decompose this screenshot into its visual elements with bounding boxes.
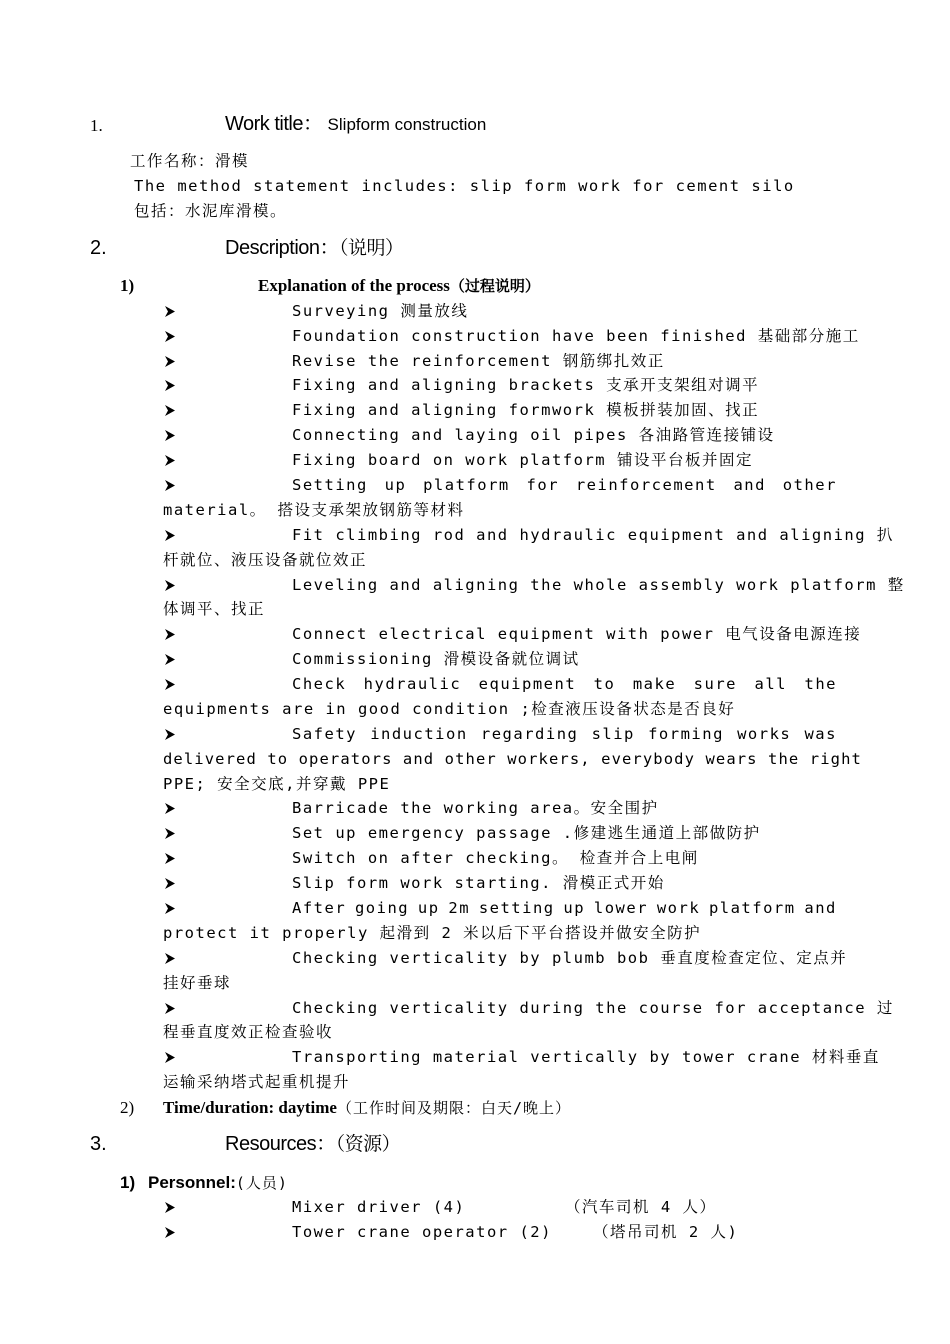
subsection-2-1-number: 1) (120, 276, 135, 295)
section-1-heading (225, 112, 486, 137)
bullet-arrow-icon (163, 473, 177, 498)
bullet-arrow-icon (163, 946, 177, 971)
process-step: Foundation construction have been finished 基础部分施工 (292, 327, 860, 345)
time-duration-title-cn: （工作时间及期限：白天/晚上） (336, 1099, 571, 1117)
personnel-title-cn: (人员) (235, 1174, 288, 1192)
word: regarding (480, 725, 579, 743)
process-step: Revise the reinforcement 钢筋绑扎效正 (292, 352, 665, 370)
word: platform (708, 899, 796, 917)
process-step: Commissioning 滑模设备就位调试 (292, 650, 580, 668)
work-title-cn: 工作名称：滑模 (130, 152, 250, 170)
process-step-continuation: 体调平、找正 (163, 600, 266, 618)
description-label-cn: （说明） (339, 237, 404, 259)
process-step-continuation: 挂好垂球 (163, 974, 232, 992)
process-step: Connect electrical equipment with power 电气设备电源连接 (292, 625, 862, 643)
process-step: Fixing and aligning formwork 模板拼装加固、找正 (292, 401, 760, 419)
word: and (804, 899, 837, 917)
word: up (384, 476, 407, 494)
process-step: Checking verticality during the course for acceptance 过 (292, 999, 894, 1017)
bullet-arrow-icon (163, 324, 177, 349)
subsection-2-2-title (163, 1095, 571, 1121)
word: to (593, 675, 616, 693)
personnel-item-cn: （汽车司机 4 人） (565, 1198, 717, 1216)
bullet-arrow-icon (163, 796, 177, 821)
process-step-continuation: 杆就位、液压设备就位效正 (163, 551, 368, 569)
bullet-arrow-icon (163, 871, 177, 896)
bullet-arrow-icon (163, 448, 177, 473)
word: for (526, 476, 560, 494)
process-step: Set up emergency passage .修建逃生通道上部做防护 (292, 824, 761, 842)
process-explanation-title: Explanation of the process (258, 276, 450, 295)
bullet-arrow-icon (163, 1220, 177, 1245)
resources-label-cn: （资源） (335, 1133, 401, 1155)
subsection-3-1-title (148, 1170, 288, 1196)
personnel-item-en: Tower crane operator (2) (292, 1223, 552, 1241)
word: work (656, 899, 701, 917)
method-statement-line: The method statement includes: slip form work for cement silo (134, 177, 795, 195)
personnel-item-cn: （塔吊司机 2 人) (593, 1223, 739, 1241)
bullet-arrow-icon (163, 647, 177, 672)
section-2-heading (225, 236, 404, 261)
process-step-setting-platform (292, 473, 837, 498)
section-3-number: 3. (90, 1133, 107, 1155)
word: and (733, 476, 766, 494)
bullet-arrow-icon (163, 622, 177, 647)
bullet-arrow-icon (163, 423, 177, 448)
bullet-arrow-icon (163, 299, 177, 324)
word: was (804, 725, 837, 743)
word: Check (292, 675, 347, 693)
bullet-arrow-icon (163, 398, 177, 423)
bullet-arrow-icon (163, 821, 177, 846)
process-explanation-title-cn: （过程说明） (449, 277, 540, 295)
bullet-arrow-icon (163, 573, 177, 598)
process-step: Surveying 测量放线 (292, 302, 469, 320)
subsection-2-2-number: 2) (120, 1098, 135, 1117)
process-step-continuation: protect it properly 起滑到 2 米以后下平台搭设并做安全防护 (163, 924, 702, 942)
bullet-arrow-icon (163, 996, 177, 1021)
bullet-arrow-icon (163, 349, 177, 374)
word: lower (593, 899, 649, 917)
process-step: Checking verticality by plumb bob 垂直度检查定位、定点并 (292, 949, 848, 967)
method-includes-cn: 包括：水泥库滑模。 (134, 202, 288, 220)
word: Setting (292, 476, 368, 494)
word: sure (693, 675, 737, 693)
bullet-arrow-icon (163, 523, 177, 548)
bullet-arrow-icon (163, 896, 177, 921)
work-title-value: Slipform construction (327, 115, 487, 134)
bullet-arrow-icon (163, 1045, 177, 1070)
process-step: Fixing board on work platform 铺设平台板并固定 (292, 451, 753, 469)
time-duration-title: Time/duration: daytime (163, 1098, 337, 1117)
section-2-number: 2. (90, 237, 107, 259)
process-step-safety-induction (292, 722, 837, 747)
word: up (563, 899, 586, 917)
subsection-3-1-number: 1) (120, 1173, 136, 1192)
word: After (292, 899, 347, 917)
section-3-heading (225, 1132, 400, 1157)
process-step-after-going-up (292, 896, 837, 921)
process-step-continuation: 运输采纳塔式起重机提升 (163, 1073, 351, 1091)
bullet-arrow-icon (163, 1195, 177, 1220)
description-label: Description： (225, 237, 340, 259)
process-step: Fit climbing rod and hydraulic equipment and aligning 扒 (292, 526, 894, 544)
bullet-arrow-icon (163, 846, 177, 871)
resources-label: Resources： (225, 1133, 336, 1155)
word: reinforcement (575, 476, 717, 494)
process-step: Fixing and aligning brackets 支承开支架组对调平 (292, 376, 760, 394)
word: going (354, 899, 410, 917)
word: forming (648, 725, 724, 743)
process-step: Barricade the working area。安全围护 (292, 799, 659, 817)
word: 2m (448, 899, 471, 917)
process-step-continuation: 程垂直度效正检查验收 (163, 1023, 334, 1041)
personnel-title: Personnel: (148, 1173, 236, 1192)
word: other (782, 476, 837, 494)
word: up (417, 899, 440, 917)
word: works (737, 725, 792, 743)
process-step-continuation: equipments are in good condition ;检查液压设备状态是否良好 (163, 700, 736, 718)
process-step-continuation: delivered to operators and other workers, everybody wears the right (163, 750, 862, 768)
process-step: Slip form work starting. 滑模正式开始 (292, 874, 665, 892)
work-title-label: Work title： (225, 113, 323, 135)
word: slip (591, 725, 635, 743)
process-step: Connecting and laying oil pipes 各油路管连接铺设 (292, 426, 775, 444)
word: all (754, 675, 787, 693)
process-step: Transporting material vertically by tower crane 材料垂直 (292, 1048, 880, 1066)
subsection-2-1-title (258, 273, 540, 299)
section-1-number: 1. (90, 116, 103, 135)
word: setting (478, 899, 555, 917)
bullet-arrow-icon (163, 672, 177, 697)
word: induction (370, 725, 468, 743)
word: the (804, 675, 837, 693)
process-step: Switch on after checking。 检查并合上电闸 (292, 849, 699, 867)
bullet-arrow-icon (163, 373, 177, 398)
process-step: Leveling and aligning the whole assembly work platform 整 (292, 576, 905, 594)
word: equipment (478, 675, 577, 693)
process-step-continuation: PPE; 安全交底,并穿戴 PPE (163, 775, 391, 793)
process-step-continuation: material。 搭设支承架放钢筋等材料 (163, 501, 465, 519)
word: make (632, 675, 677, 693)
word: hydraulic (363, 675, 462, 693)
personnel-item-en: Mixer driver (4) (292, 1198, 466, 1216)
word: platform (423, 476, 510, 494)
bullet-arrow-icon (163, 722, 177, 747)
word: Safety (292, 725, 357, 743)
process-step-check-hydraulic (292, 672, 837, 697)
